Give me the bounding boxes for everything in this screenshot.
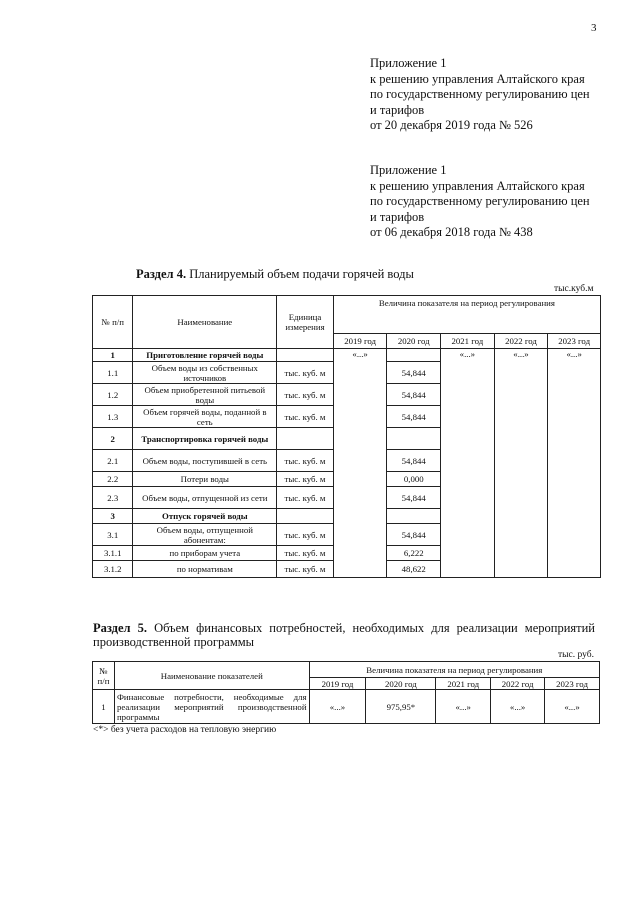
header-num: № п/п bbox=[93, 662, 115, 690]
row-unit: тыс. куб. м bbox=[277, 524, 334, 546]
appendix-line: от 20 декабря 2019 года № 526 bbox=[370, 118, 533, 132]
row-name: Объем воды, поступившей в сеть bbox=[133, 450, 277, 472]
row-num: 1.3 bbox=[93, 406, 133, 428]
section5-title-rest: Объем финансовых потребностей, необходимых для реализации мероприятий производственной программы bbox=[93, 621, 595, 649]
row-num: 1.2 bbox=[93, 384, 133, 406]
row-unit: тыс. куб. м bbox=[277, 384, 334, 406]
value-2023: «...» bbox=[548, 349, 601, 578]
row-name: Объем воды, отпущенной из сети bbox=[133, 487, 277, 509]
section4-table bbox=[92, 295, 601, 578]
header-year: 2019 год bbox=[309, 678, 366, 690]
header-num: № п/п bbox=[93, 296, 133, 349]
row-name: Отпуск горячей воды bbox=[133, 509, 277, 524]
row-unit: тыс. куб. м bbox=[277, 362, 334, 384]
row-name: Транспортировка горячей воды bbox=[133, 428, 277, 450]
header-year: 2022 год bbox=[494, 334, 548, 349]
appendix-header-2019 bbox=[370, 56, 590, 134]
header-unit: Единица измерения bbox=[277, 296, 334, 349]
value-2020: 54,844 bbox=[387, 450, 441, 472]
row-num: 2.1 bbox=[93, 450, 133, 472]
section4-title bbox=[136, 267, 414, 282]
row-num: 3 bbox=[93, 509, 133, 524]
row-unit bbox=[277, 349, 334, 362]
appendix-line: Приложение 1 bbox=[370, 163, 447, 177]
row-name: Потери воды bbox=[133, 472, 277, 487]
appendix-line: Приложение 1 bbox=[370, 56, 447, 70]
section5-title-bold: Раздел 5. bbox=[93, 621, 148, 635]
header-year: 2020 год bbox=[387, 334, 441, 349]
value-2021: «...» bbox=[441, 349, 495, 578]
value-2020: 48,622 bbox=[387, 561, 441, 578]
row-num: 2.2 bbox=[93, 472, 133, 487]
row-name: по приборам учета bbox=[133, 546, 277, 561]
header-year: 2022 год bbox=[491, 678, 545, 690]
value-2020: 54,844 bbox=[387, 406, 441, 428]
section4-title-bold: Раздел 4. bbox=[136, 267, 187, 281]
header-year: 2021 год bbox=[441, 334, 495, 349]
header-name: Наименование bbox=[133, 296, 277, 349]
section5-units: тыс. руб. bbox=[558, 650, 594, 660]
value-2020 bbox=[387, 428, 441, 450]
row-name: Объем воды из собственных источников bbox=[133, 362, 277, 384]
row-num: 3.1.1 bbox=[93, 546, 133, 561]
header-year: 2023 год bbox=[545, 678, 600, 690]
value-2022: «...» bbox=[494, 349, 548, 578]
section5-table bbox=[92, 661, 600, 724]
header-period: Величина показателя на период регулирования bbox=[333, 296, 600, 334]
value-2019: «...» bbox=[333, 349, 387, 578]
row-num: 3.1 bbox=[93, 524, 133, 546]
appendix-line: и тарифов bbox=[370, 102, 425, 117]
value-2020: 54,844 bbox=[387, 362, 441, 384]
row-num: 1 bbox=[93, 349, 133, 362]
value-2020: 54,844 bbox=[387, 487, 441, 509]
value-2022: «...» bbox=[491, 690, 545, 724]
section5-title bbox=[93, 621, 595, 649]
row-name: Объем приобретенной питьевой воды bbox=[133, 384, 277, 406]
row-name: Приготовление горячей воды bbox=[133, 349, 277, 362]
appendix-line: и тарифов bbox=[370, 209, 425, 224]
row-name: Объем горячей воды, поданной в сеть bbox=[133, 406, 277, 428]
header-name: Наименование показателей bbox=[114, 662, 309, 690]
value-2020 bbox=[387, 509, 441, 524]
row-num: 2.3 bbox=[93, 487, 133, 509]
appendix-line: от 06 декабря 2018 года № 438 bbox=[370, 225, 533, 239]
row-unit: тыс. куб. м bbox=[277, 450, 334, 472]
row-unit: тыс. куб. м bbox=[277, 546, 334, 561]
header-year: 2023 год bbox=[548, 334, 601, 349]
value-2020: 54,844 bbox=[387, 384, 441, 406]
row-unit bbox=[277, 428, 334, 450]
appendix-line: по государственному регулированию цен bbox=[370, 87, 590, 101]
row-unit: тыс. куб. м bbox=[277, 487, 334, 509]
row-unit bbox=[277, 509, 334, 524]
row-name: Финансовые потребности, необходимые для реализации мероприятий производственной программы bbox=[114, 690, 309, 724]
section4-title-rest: Планируемый объем подачи горячей воды bbox=[186, 267, 414, 281]
header-year: 2020 год bbox=[366, 678, 436, 690]
value-2020: 975,95* bbox=[366, 690, 436, 724]
header-period: Величина показателя на период регулирования bbox=[309, 662, 599, 678]
table-row bbox=[93, 349, 601, 362]
header-year: 2019 год bbox=[333, 334, 387, 349]
value-2020: 6,222 bbox=[387, 546, 441, 561]
footnote: <*> без учета расходов на тепловую энергию bbox=[93, 725, 277, 735]
row-unit: тыс. куб. м bbox=[277, 406, 334, 428]
value-2021: «...» bbox=[436, 690, 491, 724]
row-name: по нормативам bbox=[133, 561, 277, 578]
value-2020: 54,844 bbox=[387, 524, 441, 546]
row-num: 2 bbox=[93, 428, 133, 450]
row-num: 1.1 bbox=[93, 362, 133, 384]
value-2023: «...» bbox=[545, 690, 600, 724]
appendix-line: к решению управления Алтайского края bbox=[370, 71, 585, 86]
value-2019: «...» bbox=[309, 690, 366, 724]
row-name: Объем воды, отпущенной абонентам: bbox=[133, 524, 277, 546]
section4-units: тыс.куб.м bbox=[554, 284, 594, 294]
page-number: 3 bbox=[591, 22, 597, 34]
table-row bbox=[93, 690, 600, 724]
header-year: 2021 год bbox=[436, 678, 491, 690]
appendix-header-2018 bbox=[370, 163, 590, 241]
value-2020: 0,000 bbox=[387, 472, 441, 487]
appendix-line: по государственному регулированию цен bbox=[370, 194, 590, 208]
row-num: 1 bbox=[93, 690, 115, 724]
row-unit: тыс. куб. м bbox=[277, 561, 334, 578]
row-num: 3.1.2 bbox=[93, 561, 133, 578]
row-unit: тыс. куб. м bbox=[277, 472, 334, 487]
appendix-line: к решению управления Алтайского края bbox=[370, 178, 585, 193]
value-2020 bbox=[387, 349, 441, 362]
